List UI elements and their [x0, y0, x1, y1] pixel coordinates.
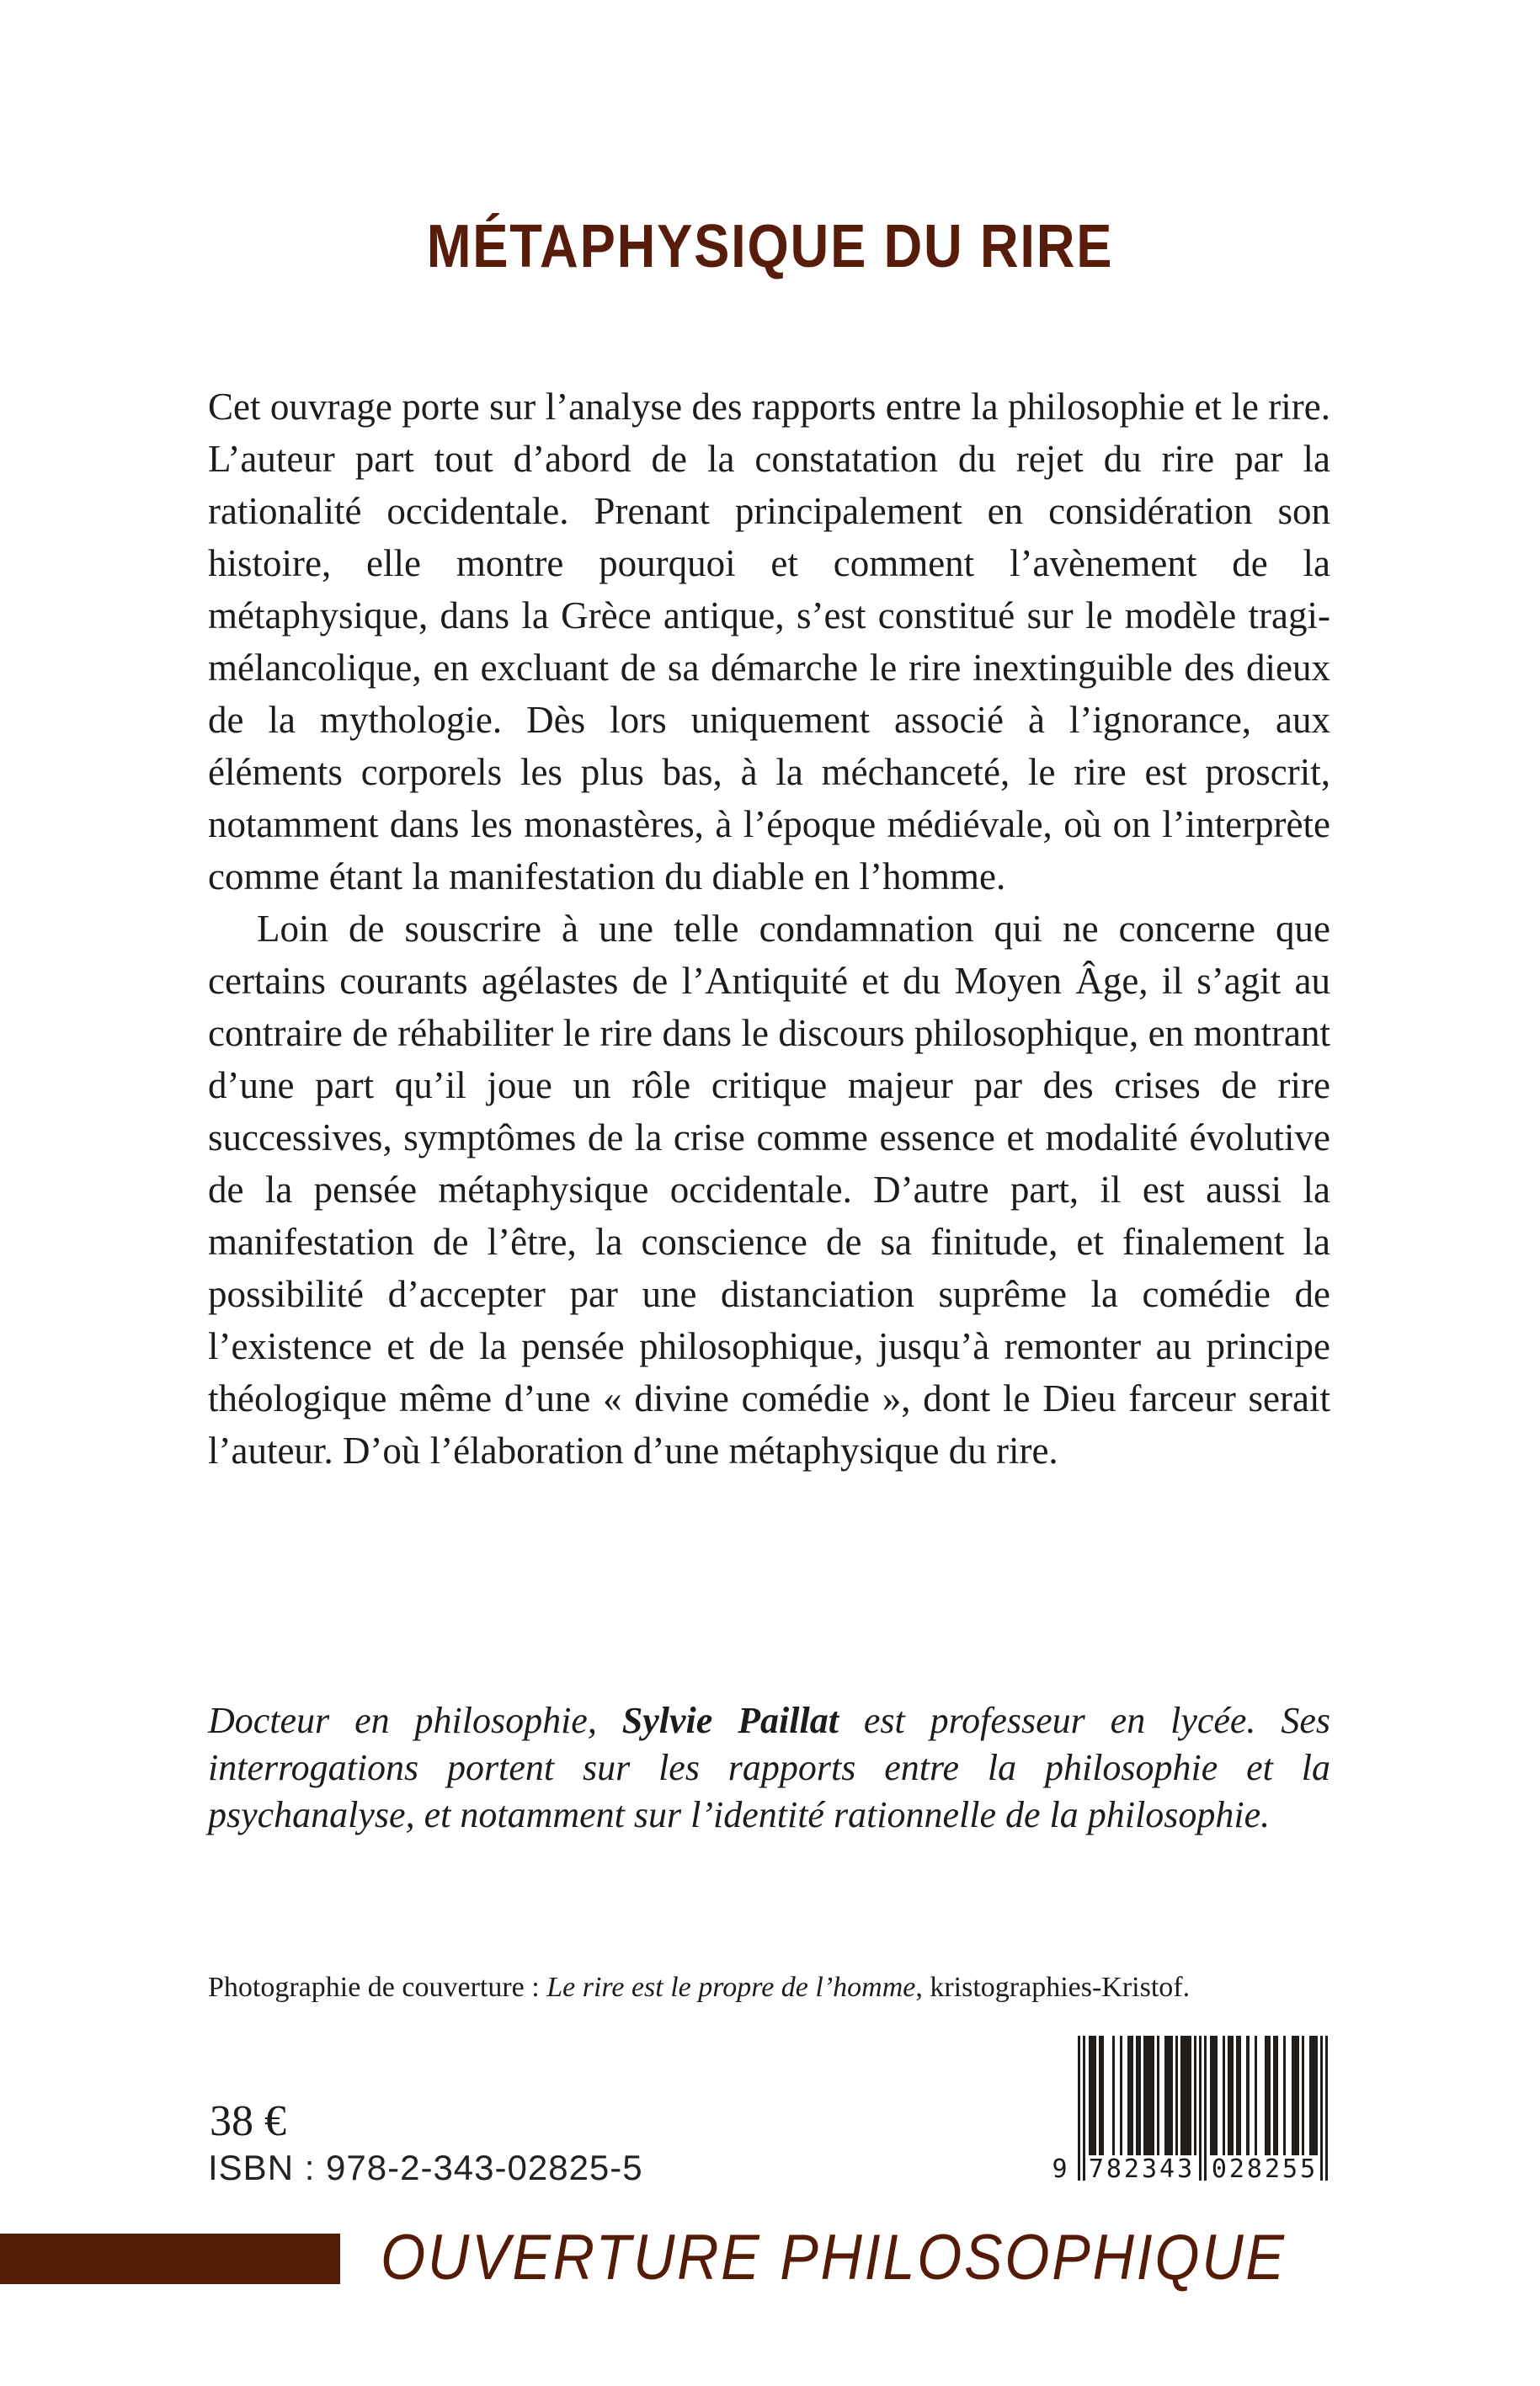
- isbn: ISBN : 978-2-343-02825-5: [208, 2148, 643, 2187]
- collection-color-block: [0, 2234, 340, 2284]
- credit-prefix: Photographie de couverture :: [208, 1972, 547, 2003]
- ean13-barcode: [1052, 2036, 1330, 2184]
- author-bio-prefix: Docteur en philosophie,: [208, 1700, 622, 1741]
- synopsis: [208, 381, 1330, 1477]
- credit-suffix: , kristographies-Kristof.: [915, 1972, 1191, 2003]
- barcode-digits-right-group: 028255: [1211, 2154, 1319, 2184]
- credit-work-title: Le rire est le propre de l’homme: [546, 1972, 916, 2003]
- price: 38 €: [210, 2097, 286, 2145]
- barcode-digits-left-group: 782343: [1088, 2154, 1196, 2184]
- barcode-digit-prefix: 9: [1052, 2154, 1070, 2184]
- book-title: MÉTAPHYSIQUE DU RIRE: [426, 213, 1114, 280]
- author-name: Sylvie Paillat: [621, 1700, 839, 1741]
- synopsis-paragraph-2: Loin de souscrire à une telle condamnation qui ne concerne que certains courants agélastes de l’Antiquité et du Moyen Âge, il s’agit au contraire de réhabiliter le rire dans le discours philosophique, en montrant d’une part qu’il joue un rôle critique majeur par des crises de rire successives, symptômes de la crise comme essence et modalité évolutive de la pensée métaphysique occidentale. D’autre part, il est aussi la manifestation de l’être, la conscience de sa finitude, et finalement la possibilité d’accepter par une distanciation suprême la comédie de l’existence et de la pensée philosophique, jusqu’à remonter au principe théologique même d’une « divine comédie », dont le Dieu farceur serait l’auteur. D’où l’élaboration d’une métaphysique du rire.: [208, 908, 1330, 1472]
- synopsis-paragraph-1: Cet ouvrage porte sur l’analyse des rapports entre la philosophie et le rire. L’auteur part tout d’abord de la constatation du rejet du rire par la rationalité occidentale. Prenant principalement en considération son histoire, elle montre pourquoi et comment l’avènement de la métaphysique, dans la Grèce antique, s’est constitué sur le modèle tragi-mélancolique, en excluant de sa démarche le rire inextinguible des dieux de la mythologie. Dès lors uniquement associé à l’ignorance, aux éléments corporels les plus bas, à la méchanceté, le rire est proscrit, notamment dans les monastères, à l’époque médiévale, où on l’interprète comme étant la manifestation du diable en l’homme.: [208, 386, 1330, 897]
- collection-name: OUVERTURE PHILOSOPHIQUE: [381, 2222, 1287, 2293]
- author-bio-suffix: est professeur en lycée. Ses interrogations portent sur les rapports entre la philosophie et la psychanalyse, et notamment sur l’identité rationnelle de la philosophie.: [208, 1700, 1330, 1835]
- author-bio: [208, 1697, 1330, 1839]
- cover-photo-credit: [208, 1970, 1330, 2005]
